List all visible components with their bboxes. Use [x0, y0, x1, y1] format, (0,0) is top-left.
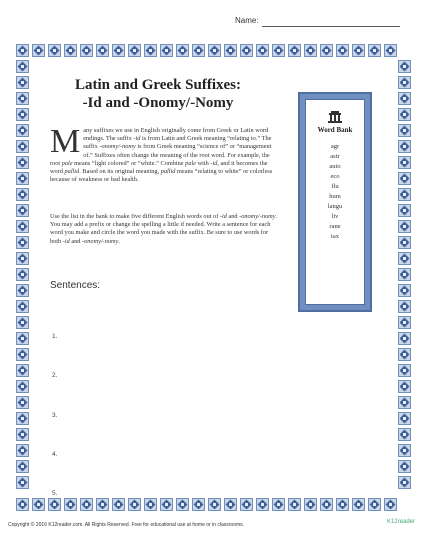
border-tile: [288, 498, 301, 511]
name-input-line[interactable]: [262, 26, 400, 27]
instructions-paragraph: [50, 213, 278, 246]
border-tile: [256, 44, 269, 57]
border-tile: [176, 498, 189, 511]
intro-paragraph-text: any suffixes we use in English originally come from Greek or Latin word endings. The suffix -id is from Latin and Greek meaning “relating to.” The suffix -onomy/-nomy is from Greek meaning “science of” or “management of.” Suffixes often change the meaning of the root word. For example, the root pale means “light colored” or “white.” Combine pale with -id, and it becomes the word pallid. Based on its original meaning, pallid means “relating to white” or colorless because of weakness or bad health.: [50, 127, 273, 184]
sentence-number-3: 3.: [52, 412, 58, 419]
border-tile: [398, 188, 411, 201]
border-tile: [16, 204, 29, 217]
border-tile: [16, 108, 29, 121]
border-tile: [64, 498, 77, 511]
border-tile: [16, 140, 29, 153]
border-tile: [16, 268, 29, 281]
border-tile: [16, 172, 29, 185]
border-tile: [398, 476, 411, 489]
border-tile: [224, 498, 237, 511]
border-tile: [384, 498, 397, 511]
border-tile: [368, 44, 381, 57]
border-tile: [398, 140, 411, 153]
border-tile: [272, 498, 285, 511]
border-tile: [16, 316, 29, 329]
border-tile: [16, 60, 29, 73]
word-bank-item: eco: [330, 173, 340, 180]
border-tile: [398, 348, 411, 361]
word-bank-item: tax: [331, 233, 339, 240]
word-bank-title: Word Bank: [317, 126, 353, 134]
border-tile: [192, 44, 205, 57]
border-tile: [398, 396, 411, 409]
title-line-1: Latin and Greek Suffixes:: [75, 77, 241, 93]
border-tile: [32, 498, 45, 511]
k12reader-logo: K12reader: [386, 519, 415, 525]
word-bank-item: astr: [330, 153, 340, 160]
border-tile: [16, 188, 29, 201]
border-tile: [16, 220, 29, 233]
border-tile: [48, 498, 61, 511]
border-tile: [16, 412, 29, 425]
sentence-number-4: 4.: [52, 451, 58, 458]
border-tile: [160, 44, 173, 57]
border-tile: [288, 44, 301, 57]
border-tile: [112, 44, 125, 57]
copyright-footer: Copyright © 2016 K12reader.com. All Rights Reserved. Free for educational use at home or in classrooms.: [8, 522, 245, 528]
border-tile: [176, 44, 189, 57]
word-bank-item: liv: [331, 213, 339, 220]
sentences-label: Sentences:: [50, 280, 101, 291]
border-tile: [398, 76, 411, 89]
border-tile: [112, 498, 125, 511]
border-tile: [398, 332, 411, 345]
border-tile: [352, 44, 365, 57]
border-tile: [398, 60, 411, 73]
border-tile: [208, 44, 221, 57]
border-tile: [304, 44, 317, 57]
border-tile: [32, 44, 45, 57]
word-bank-item: auto: [329, 163, 341, 170]
border-tile: [368, 498, 381, 511]
page-title: [38, 76, 278, 112]
border-tile: [398, 156, 411, 169]
sentence-number-5: 5.: [52, 490, 58, 497]
border-tile: [96, 44, 109, 57]
border-tile: [128, 44, 141, 57]
border-tile: [16, 460, 29, 473]
word-bank-item: hum: [329, 193, 341, 200]
border-tile: [320, 44, 333, 57]
border-tile: [398, 316, 411, 329]
border-tile: [16, 380, 29, 393]
border-tile: [352, 498, 365, 511]
drop-cap: M: [50, 123, 81, 160]
border-tile: [256, 498, 269, 511]
border-tile: [398, 220, 411, 233]
word-bank-item: agr: [330, 143, 340, 150]
border-tile: [16, 348, 29, 361]
border-tile: [272, 44, 285, 57]
border-tile: [398, 300, 411, 313]
border-tile: [398, 172, 411, 185]
border-tile: [160, 498, 173, 511]
border-tile: [48, 44, 61, 57]
border-tile: [128, 498, 141, 511]
border-tile: [16, 476, 29, 489]
border-tile: [192, 498, 205, 511]
border-tile: [336, 44, 349, 57]
border-tile: [16, 428, 29, 441]
border-tile: [16, 498, 29, 511]
border-tile: [16, 300, 29, 313]
title-line-2: -Id and -Onomy/-Nomy: [82, 95, 234, 111]
border-tile: [16, 284, 29, 297]
border-tile: [398, 92, 411, 105]
name-label: Name:: [235, 16, 259, 25]
border-tile: [16, 396, 29, 409]
border-tile: [64, 44, 77, 57]
border-tile: [16, 156, 29, 169]
border-tile: [398, 284, 411, 297]
border-tile: [336, 498, 349, 511]
border-tile: [398, 444, 411, 457]
border-tile: [398, 428, 411, 441]
border-tile: [398, 364, 411, 377]
border-tile: [398, 380, 411, 393]
word-bank-item: rane: [329, 223, 341, 230]
border-tile: [398, 412, 411, 425]
building-icon: [328, 110, 342, 122]
sentence-number-2: 2.: [52, 372, 58, 379]
border-tile: [16, 252, 29, 265]
border-tile: [320, 498, 333, 511]
border-tile: [398, 460, 411, 473]
border-tile: [144, 498, 157, 511]
border-tile: [80, 498, 93, 511]
word-bank-item: langu: [327, 203, 343, 210]
word-bank: [305, 99, 365, 305]
border-tile: [304, 498, 317, 511]
word-bank-list: [306, 142, 364, 242]
border-tile: [16, 236, 29, 249]
border-tile: [16, 364, 29, 377]
border-tile: [398, 108, 411, 121]
border-tile: [16, 92, 29, 105]
border-tile: [16, 444, 29, 457]
border-tile: [80, 44, 93, 57]
border-tile: [144, 44, 157, 57]
border-tile: [16, 124, 29, 137]
border-tile: [398, 252, 411, 265]
border-tile: [240, 498, 253, 511]
border-tile: [208, 498, 221, 511]
word-bank-item: flu: [331, 183, 339, 190]
intro-paragraph: [50, 123, 278, 184]
border-tile: [240, 44, 253, 57]
border-tile: [16, 76, 29, 89]
border-tile: [398, 268, 411, 281]
border-tile: [16, 332, 29, 345]
border-tile: [96, 498, 109, 511]
border-tile: [224, 44, 237, 57]
border-tile: [398, 204, 411, 217]
border-tile: [398, 124, 411, 137]
border-tile: [384, 44, 397, 57]
border-tile: [398, 236, 411, 249]
instructions-paragraph-text: Use the list in the bank to make five different English words out of -id and -onomy/-nomy. You may add a prefix or change the spelling a little if needed. Write a sentence for each word you make and circle the word you made with the suffix. Be sure to use words for both -id and -onomy/-nomy.: [50, 213, 278, 245]
word-bank-frame: [298, 92, 372, 312]
sentence-number-1: 1.: [52, 333, 58, 340]
border-tile: [16, 44, 29, 57]
